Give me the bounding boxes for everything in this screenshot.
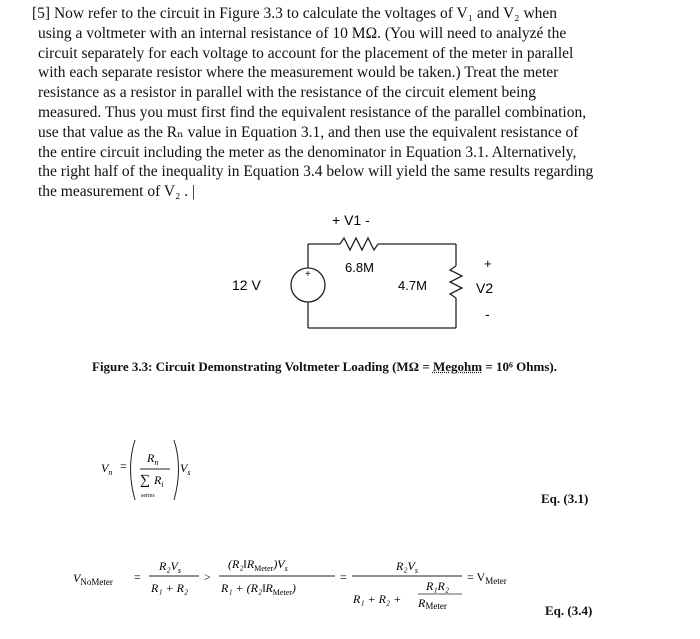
- eq31-lhs: $V_n$: [101, 461, 113, 477]
- question-line: measured. Thus you must first find the equivalent resistance of the parallel combination,: [38, 103, 587, 121]
- v2-minus: -: [485, 306, 490, 322]
- f3-inner-den: RMeter: [418, 596, 447, 611]
- r1-value: 6.8M: [345, 260, 374, 275]
- f3-inner-num: R₁R₂: [426, 579, 450, 593]
- question-line: the measurement of V₂ . |: [38, 183, 196, 201]
- eq34-eq2: =: [340, 570, 347, 584]
- eq34-rhs: = $V_{Meter}$: [467, 570, 507, 586]
- r2-value: 4.7M: [398, 278, 427, 293]
- eq31-vs: $V_s$: [180, 461, 191, 477]
- under-sigma: series: [141, 493, 155, 499]
- f3-num: $R_2V_s$: [396, 559, 418, 575]
- f1-den: R₁ + R₂: [151, 581, 189, 595]
- v2-label: V2: [476, 280, 494, 296]
- question-line: with each separate resistor where the measurement would be taken.) Treat the meter: [38, 64, 559, 82]
- f2-den: $R_1 + (R_2‖R_{Meter})$: [221, 581, 296, 597]
- caption-underlined: Megohm: [432, 359, 483, 374]
- f2-num: $(R_2‖R_{Meter})V_s$: [228, 557, 288, 573]
- question-line: [5] Now refer to the circuit in Figure 3.3 to calculate the voltages of V₁ and V₂ when: [32, 5, 558, 22]
- question-line: circuit separately for each voltage to account for the placement of the meter in parallel: [38, 44, 574, 62]
- question-line: use that value as the Rₙ value in Equation 3.1, and then use the equivalent resistance of: [38, 123, 579, 141]
- source-value: 12 V: [232, 277, 261, 293]
- question-line: the entire circuit including the meter as the denominator in Equation 3.1. Alternatively,: [38, 143, 577, 161]
- eq34-label: Eq. (3.4): [545, 603, 593, 618]
- eq34-lhs: $V_{NoMeter}$: [73, 571, 113, 587]
- question-line: the right half of the inequality in Equation 3.4 below will yield the same results regarding: [38, 163, 594, 181]
- f1-num: $R_2V_s$: [159, 559, 181, 575]
- caption-suffix: = 10⁶ Ohms).: [482, 359, 557, 374]
- eq31-equals: =: [120, 459, 127, 473]
- eq31-denominator: $R_i$: [154, 473, 164, 489]
- source-plus: +: [305, 269, 311, 280]
- v1-label: + V1 -: [332, 212, 370, 228]
- eq31-label: Eq. (3.1): [541, 491, 589, 506]
- sigma: ∑: [140, 473, 150, 488]
- v2-plus: +: [484, 256, 492, 271]
- eq31-numerator: $R_n$: [147, 451, 159, 467]
- question-line: using a voltmeter with an internal resistance of 10 MΩ. (You will need to analyzé the: [38, 24, 567, 42]
- f3-den: R₁ + R₂ +: [353, 592, 402, 606]
- eq34-eq1: =: [134, 570, 141, 584]
- eq34-gt: >: [204, 570, 211, 584]
- caption-prefix: Figure 3.3: Circuit Demonstrating Voltmeter Loading (MΩ =: [92, 359, 433, 374]
- question-line: resistance as a resistor in parallel with the resistance of the circuit element being: [38, 84, 536, 102]
